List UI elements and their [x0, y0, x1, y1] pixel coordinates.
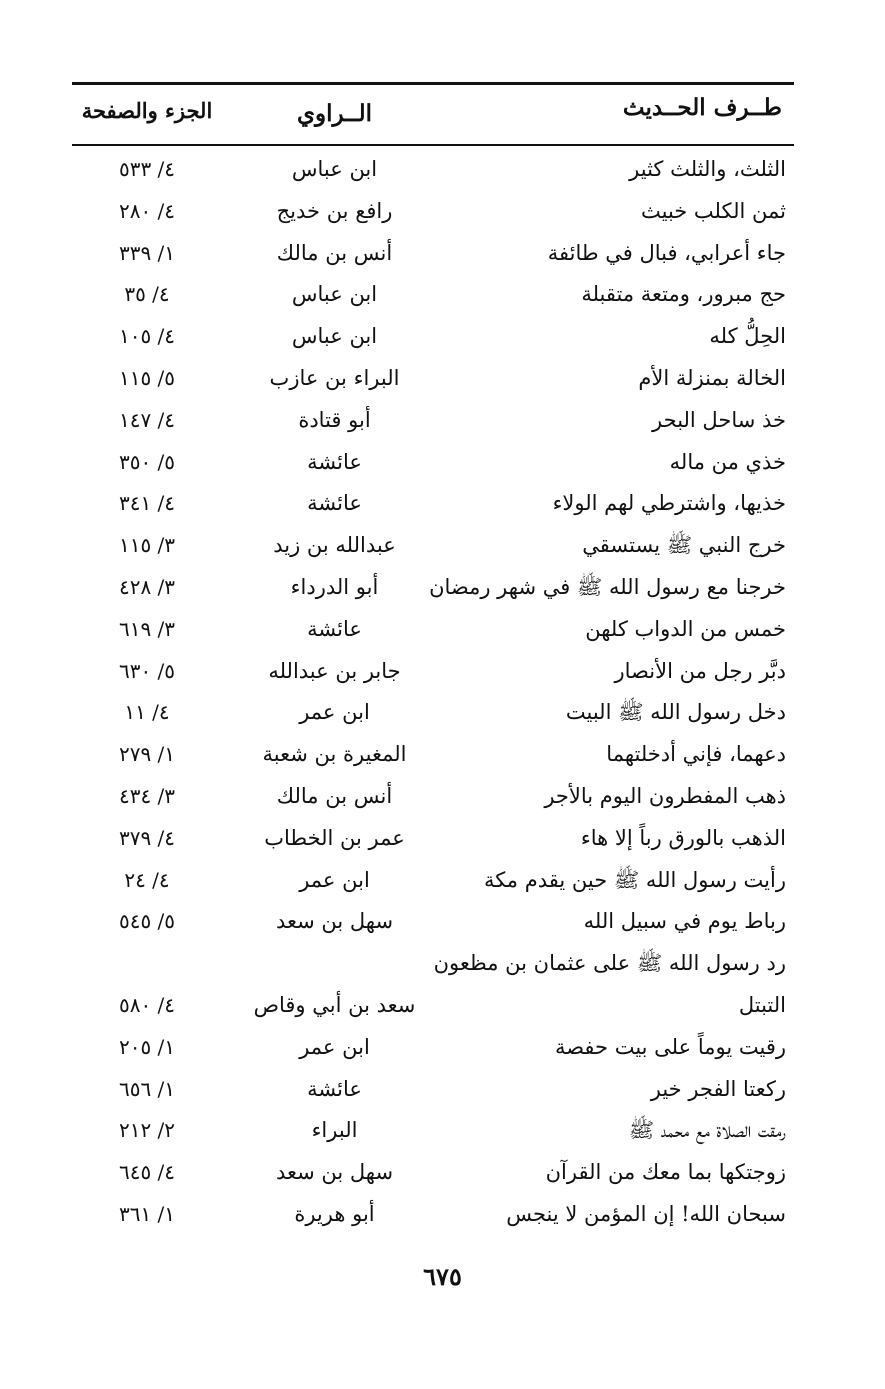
volume-page-ref: ٤/ ٥٨٠	[118, 992, 176, 1017]
table-row	[72, 484, 794, 526]
hadith-text: دخل رسول الله ﷺ البيت	[565, 700, 786, 725]
table-row	[72, 401, 794, 443]
hadith-text: دبَّر رجل من الأنصار	[614, 658, 786, 683]
table-row	[72, 317, 794, 359]
volume-page-ref: ٤/ ٦٤٥	[118, 1160, 176, 1185]
hadith-text: الثلث، والثلث كثير	[629, 157, 786, 181]
table-row	[72, 1153, 794, 1195]
hadith-text: جاء أعرابي، فبال في طائفة	[547, 240, 786, 265]
volume-page-ref: ١/ ٣٦١	[118, 1201, 176, 1226]
volume-page-ref: ١/ ٢٠٥	[118, 1034, 176, 1059]
hadith-text: خذ ساحل البحر	[652, 407, 786, 432]
volume-page-ref: ٣/ ٤٢٨	[118, 574, 176, 599]
table-row	[72, 150, 794, 192]
hadith-text: ثمن الكلب خبيث	[640, 198, 786, 223]
rawi-name: جابر بن عبدالله	[268, 658, 401, 683]
volume-page-ref: ٤/ ١٤٧	[118, 407, 176, 432]
rawi-name: عائشة	[307, 1076, 362, 1101]
hadith-index-table	[72, 150, 794, 1237]
volume-page-ref: ٥/ ٥٤٥	[118, 909, 176, 934]
volume-page-ref: ٢/ ٢١٢	[118, 1118, 176, 1143]
hadith-text: ركعتا الفجر خير	[650, 1076, 786, 1101]
table-row	[72, 944, 794, 986]
volume-page-ref: ٤/ ١١	[124, 700, 170, 725]
hadith-text: حج مبرور، ومتعة متقبلة	[581, 282, 786, 307]
volume-page-ref: ٤/ ٣٥	[124, 282, 170, 307]
rawi-name: أنس بن مالك	[276, 240, 393, 265]
rawi-name: ابن عمر	[299, 700, 370, 725]
hadith-text: رد رسول الله ﷺ على عثمان بن مظعون	[433, 951, 786, 976]
header-ref: الجزء والصفحة	[81, 98, 213, 123]
table-row	[72, 735, 794, 777]
volume-page-ref: ٣/ ١١٥	[118, 533, 176, 558]
hadith-text: رباط يوم في سبيل الله	[583, 909, 786, 934]
volume-page-ref: ٣/ ٦١٩	[118, 616, 176, 641]
rawi-name: ابن عباس	[291, 157, 378, 181]
volume-page-ref: ١/ ٢٧٩	[118, 742, 176, 767]
header-rule	[72, 144, 794, 146]
table-row	[72, 234, 794, 276]
hadith-text: رقيت يوماً على بيت حفصة	[554, 1034, 786, 1059]
hadith-text: خرج النبي ﷺ يستسقي	[582, 533, 786, 558]
hadith-text: الخالة بمنزلة الأم	[638, 365, 786, 390]
hadith-text: خمس من الدواب كلهن	[585, 616, 786, 641]
rawi-name: سهل بن سعد	[275, 909, 394, 934]
volume-page-ref: ١/ ٣٣٩	[118, 240, 176, 265]
rawi-name: عائشة	[307, 491, 362, 516]
hadith-text: رمقت الصلاة مع محمد ﷺ	[628, 1118, 786, 1143]
volume-page-ref: ٥/ ٦٣٠	[118, 658, 176, 683]
volume-page-ref: ٤/ ٢٨٠	[118, 198, 176, 223]
rawi-name: عائشة	[307, 616, 362, 641]
hadith-text: زوجتكها بما معك من القرآن	[545, 1160, 786, 1185]
volume-page-ref: ٤/ ٢٤	[124, 867, 170, 892]
hadith-text: دعهما، فإني أدخلتهما	[606, 742, 786, 767]
header-rawi: الــراوي	[296, 100, 373, 127]
rawi-name: سهل بن سعد	[275, 1160, 394, 1185]
volume-page-ref: ٥/ ٣٥٠	[118, 449, 176, 474]
table-row	[72, 1028, 794, 1070]
table-row	[72, 986, 794, 1028]
table-row	[72, 861, 794, 903]
hadith-text: خذيها، واشترطي لهم الولاء	[552, 491, 786, 516]
rawi-name: ابن عمر	[299, 867, 370, 892]
volume-page-ref: ٥/ ١١٥	[118, 365, 176, 390]
rawi-name: عبدالله بن زيد	[273, 533, 396, 558]
hadith-text: خرجنا مع رسول الله ﷺ في شهر رمضان	[429, 574, 786, 599]
table-row	[72, 652, 794, 694]
rawi-name: البراء بن عازب	[269, 365, 400, 390]
volume-page-ref: ٣/ ٤٣٤	[118, 783, 176, 808]
table-row	[72, 819, 794, 861]
rawi-name: البراء	[311, 1118, 358, 1143]
volume-page-ref: ٤/ ٣٧٩	[118, 825, 176, 850]
hadith-text: سبحان الله! إن المؤمن لا ينجس	[506, 1201, 786, 1226]
table-row	[72, 1111, 794, 1153]
rawi-name: ابن عمر	[299, 1034, 370, 1059]
rawi-name: عائشة	[307, 449, 362, 474]
table-row	[72, 610, 794, 652]
hadith-text: الذهب بالورق رباً إلا هاء	[580, 825, 786, 850]
table-row	[72, 275, 794, 317]
page-number: ٦٧٥	[423, 1262, 462, 1291]
volume-page-ref: ٤/ ١٠٥	[118, 324, 176, 349]
hadith-text: الحِلُّ كله	[709, 324, 786, 349]
hadith-text: ذهب المفطرون اليوم بالأجر	[544, 783, 786, 808]
table-row	[72, 777, 794, 819]
top-rule	[72, 82, 794, 85]
rawi-name: رافع بن خديج	[276, 198, 393, 223]
rawi-name: أنس بن مالك	[276, 783, 393, 808]
rawi-name: أبو هريرة	[294, 1201, 375, 1226]
volume-page-ref: ٤/ ٣٤١	[118, 491, 176, 516]
table-row	[72, 359, 794, 401]
rawi-name: أبو الدرداء	[290, 574, 379, 599]
table-header	[72, 86, 794, 142]
table-row	[72, 568, 794, 610]
hadith-text: خذي من ماله	[669, 449, 786, 474]
header-hadith: طــرف الحــديث	[622, 94, 782, 121]
table-row	[72, 902, 794, 944]
rawi-name: المغيرة بن شعبة	[262, 742, 407, 767]
volume-page-ref: ١/ ٦٥٦	[118, 1076, 176, 1101]
volume-page-ref: ٤/ ٥٣٣	[118, 157, 176, 181]
rawi-name: ابن عباس	[291, 282, 378, 307]
table-row	[72, 443, 794, 485]
rawi-name: أبو قتادة	[298, 407, 371, 432]
hadith-text: التبتل	[738, 992, 786, 1017]
rawi-name: عمر بن الخطاب	[264, 825, 405, 850]
hadith-text: رأيت رسول الله ﷺ حين يقدم مكة	[483, 867, 786, 892]
table-row	[72, 693, 794, 735]
rawi-name: ابن عباس	[291, 324, 378, 349]
table-row	[72, 526, 794, 568]
rawi-name: سعد بن أبي وقاص	[253, 992, 416, 1017]
table-row	[72, 1195, 794, 1237]
table-row	[72, 1070, 794, 1112]
table-row	[72, 192, 794, 234]
